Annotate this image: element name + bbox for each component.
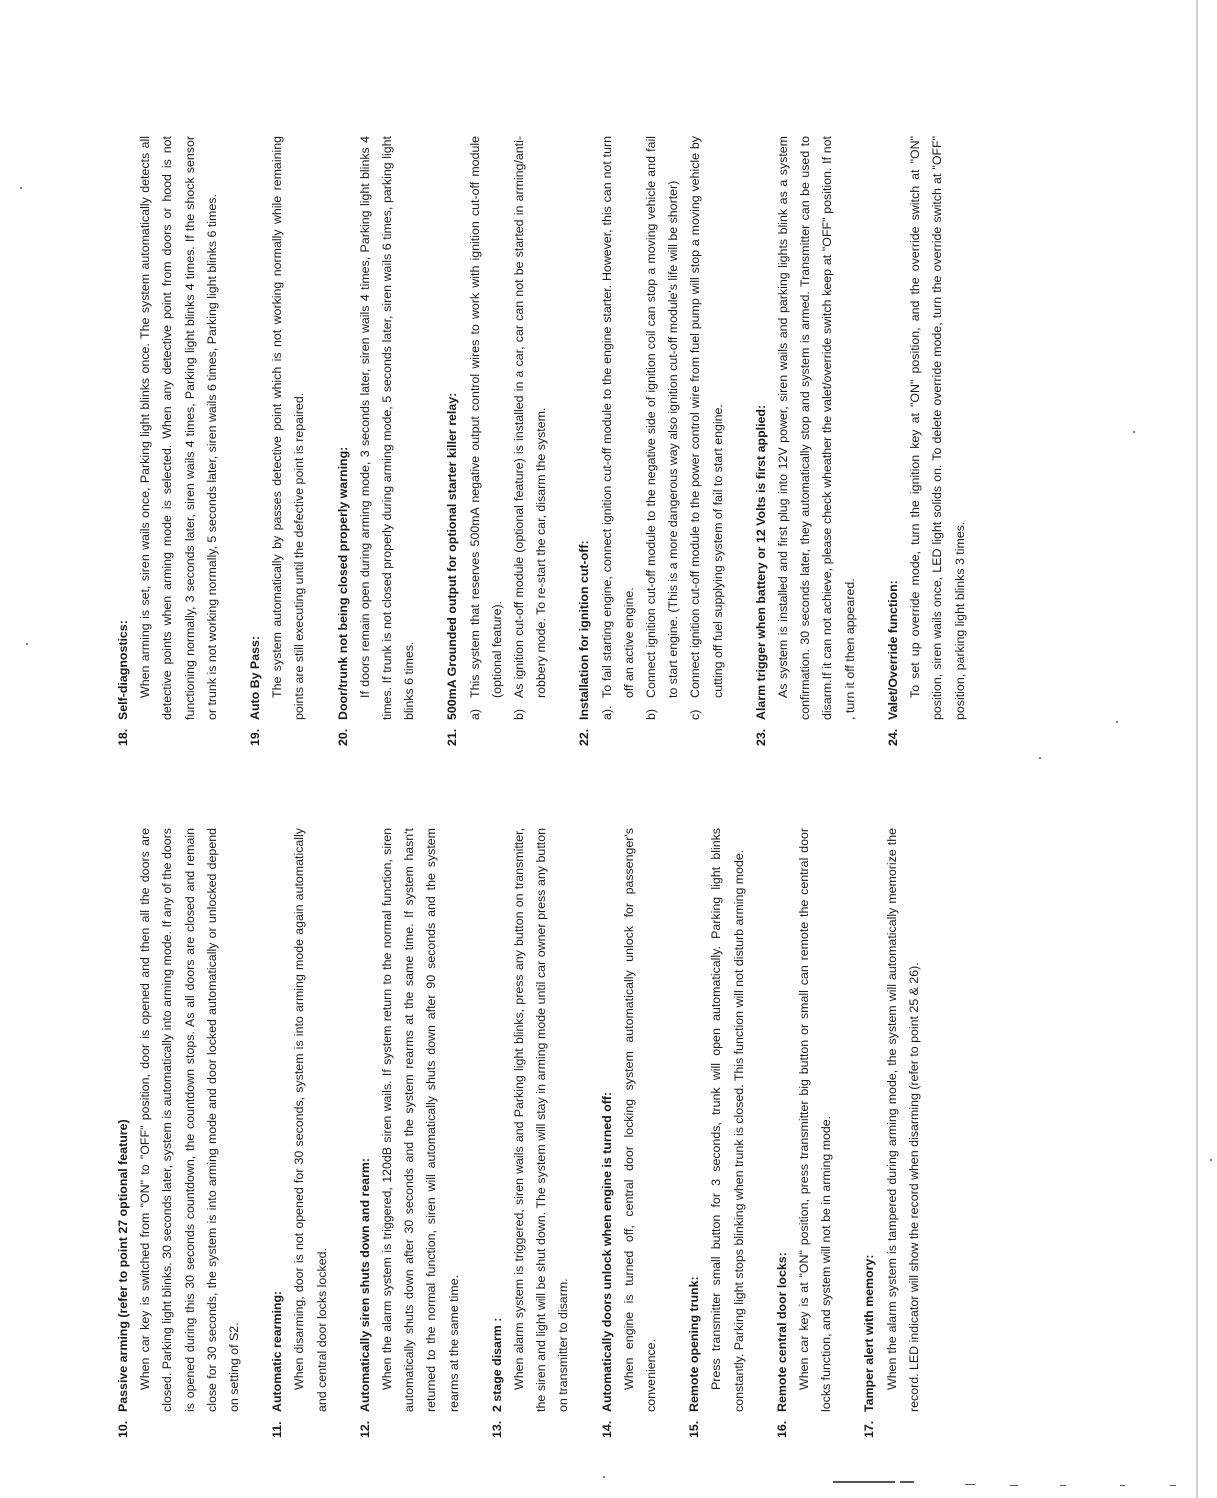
section	[596, 828, 663, 1438]
section-heading	[486, 828, 508, 1438]
section-heading	[112, 136, 134, 746]
section-heading	[771, 828, 793, 1438]
section	[332, 136, 421, 746]
section-paragraph	[134, 828, 245, 1412]
section	[441, 136, 552, 746]
section	[486, 828, 575, 1438]
section-body	[705, 828, 749, 1438]
section-body	[354, 136, 421, 746]
paragraph-text: When the alarm system is tampered during arming mode, the system will automatically memorize the record. LED indicator will show the record when disarming (refer to point 25 & 26).	[884, 828, 921, 1412]
section-body	[508, 828, 575, 1438]
section-body	[618, 828, 662, 1438]
paragraph-text: When alarm system is triggered, siren wails and Parking light blinks, press any button on transmitter, the siren and light will be shut down. The system will stay in arming mode until car owner press any button on transmitter to disarm.	[512, 828, 571, 1412]
section-heading	[354, 828, 376, 1438]
paragraph-text: The system automatically by passes detective point which is not working normally while remaining points are still executing until the defective point is repaired.	[270, 136, 307, 720]
section-heading	[750, 136, 772, 746]
paragraph-text: When car key is at "ON" position, press transmitter big button or small can remote the central door locks function, and system will not be in arming mode.	[797, 828, 834, 1412]
list-item-label: a)	[467, 708, 482, 720]
list-item	[464, 136, 508, 720]
section	[244, 136, 311, 746]
left-column	[0, 828, 946, 1438]
section-heading	[573, 136, 595, 746]
section-paragraph	[134, 136, 223, 720]
section-paragraph	[705, 828, 749, 1412]
paragraph-text: When disarming, door is not opened for 30 seconds, system is into arming mode again automatically and central door locks locked.	[292, 828, 329, 1412]
section-heading	[244, 136, 266, 746]
section-body	[904, 136, 971, 746]
section-paragraph	[772, 136, 861, 720]
section-title: Remote central door locks:	[774, 1252, 789, 1412]
section-title: Remote opening trunk:	[687, 1276, 702, 1412]
paragraph-text: To set up override mode, turn the ignition key at "ON" position, and the override switch at "ON" position, siren wails once, LED light solids on. To delete override mode, turn the override switch at "OFF" position, parking light blinks 3 times.	[908, 136, 967, 720]
section-body	[772, 136, 861, 746]
section-paragraph	[881, 828, 925, 1412]
section-number: 24.	[885, 728, 900, 746]
section-heading	[266, 828, 288, 1438]
section-number: 20.	[335, 728, 350, 746]
section-body	[134, 136, 223, 746]
section-title: Alarm trigger when battery or 12 Volts is first applied:	[753, 404, 768, 720]
section-paragraph	[354, 136, 421, 720]
section-title: Door/trunk not being closed properly warning:	[335, 446, 350, 720]
section-number: 16.	[774, 1420, 789, 1438]
section-body	[134, 828, 245, 1438]
section	[112, 828, 245, 1438]
section	[882, 136, 971, 746]
section-title: 500mA Grounded output for optional starter killer relay:	[445, 392, 460, 720]
list-item-text: As ignition cut-off module (optional feature) is installed in a car, car can not be started in arming/anti-robbery mode. To re-start the car, disarm the system.	[512, 136, 549, 698]
section	[858, 828, 925, 1438]
section-number: 22.	[577, 728, 592, 746]
section	[266, 828, 333, 1438]
list-item-label: b)	[512, 708, 527, 720]
section-body	[881, 828, 925, 1438]
section-paragraph	[793, 828, 837, 1412]
paragraph-text: When engine is turned off, central door locking system automatically unlock for passenger's convenience.	[621, 828, 659, 1412]
paragraph-text: If doors remain open during arming mode, 3 seconds later, siren wails 4 times, Parking light blinks 4 times. If trunk is not closed properly during arming mode, 5 seconds later, siren wails 6 times, parking light blinks 6 times.	[357, 136, 417, 720]
section-heading	[596, 828, 618, 1438]
section-number: 18.	[116, 728, 130, 746]
section-paragraph	[288, 828, 332, 1412]
section	[771, 828, 838, 1438]
section-number: 10.	[116, 1420, 130, 1438]
section-body	[464, 136, 553, 746]
section	[750, 136, 861, 746]
list-item-label: a).	[599, 705, 614, 720]
section-number: 21.	[445, 728, 460, 746]
section-heading	[332, 136, 354, 746]
section-title: Installation for ignition cut-off:	[577, 540, 592, 720]
section-title: Tamper alert with memory:	[862, 1254, 877, 1412]
list-item-text: This system that reserves 500mA negative output control wires to work with ignition cut-off module (optional feature).	[467, 136, 504, 698]
section-paragraph	[508, 828, 575, 1412]
section-number: 19.	[248, 728, 263, 746]
section-paragraph	[376, 828, 465, 1412]
section-title: Automatically siren shuts down and rearm:	[357, 1157, 372, 1412]
section-title: Self-diagnostics:	[116, 620, 130, 720]
section-title: Valet/Override function:	[885, 580, 900, 720]
section-heading	[683, 828, 705, 1438]
list-item-text: Connect ignition cut-off module to the power control wire from fuel pump will stop a moving vehicle by cutting off fuel supplying system of fail to start engine.	[688, 136, 725, 698]
section-heading	[441, 136, 463, 746]
section-heading	[112, 828, 134, 1438]
section-title: Passive arming (refer to point 27 optional feature)	[116, 1119, 130, 1412]
paragraph-text: As system is installed and first plug into 12V power, siren wails and parking lights blink as a system confirmation. 30 seconds later, they automatically stop and system is armed. Transmitter can be used to disarm.If it can not achieve, please check wheather the valet/override switch keep at "OFF" position. If not , turn it off then appeared.	[776, 136, 857, 720]
section-title: Automatic rearming:	[270, 1290, 285, 1412]
list-item	[640, 136, 684, 720]
section-number: 11.	[270, 1421, 285, 1438]
section	[683, 828, 750, 1438]
section-heading	[858, 828, 880, 1438]
section-number: 14.	[599, 1420, 614, 1438]
section-body	[266, 136, 310, 746]
list-item-text: To fail starting engine, connect ignition cut-off module to the engine starter. However, this can not turn off an active engine.	[599, 136, 636, 698]
section-title: Automatically doors unlock when engine is turned off:	[599, 1091, 614, 1412]
paragraph-text: Press transmitter small button for 3 seconds, trunk will open automatically. Parking light blinks constantly. Parking light stops blinking when trunk is closed. This function will not disturb arming mode.	[709, 828, 746, 1412]
section-number: 23.	[753, 728, 768, 746]
section-title: 2 stage disarm :	[489, 1317, 504, 1412]
list-item	[684, 136, 728, 720]
section-paragraph	[618, 828, 662, 1412]
paragraph-text: When the alarm system is triggered, 120dB siren wails. If system return to the normal function, siren automatically shuts down after 30 seconds and the system rearms at the same time. If system hasn't returned to the normal function, siren will automatically shuts down after 90 seconds and the system rearms at the same time.	[380, 828, 461, 1412]
list-item	[596, 136, 640, 720]
section-body	[288, 828, 332, 1438]
section-body	[793, 828, 837, 1438]
section-body	[596, 136, 729, 746]
section-title: Auto By Pass:	[248, 636, 263, 720]
section-number: 17.	[862, 1420, 877, 1438]
section	[354, 828, 465, 1438]
section-heading	[882, 136, 904, 746]
list-item	[508, 136, 552, 720]
section-paragraph	[266, 136, 310, 720]
section-number: 13.	[489, 1420, 504, 1438]
section-paragraph	[904, 136, 971, 720]
paragraph-text: When arming is set, siren wails once, Parking light blinks once. The system automatically detects all detective points when arming mode is selected. When any detective point from doors or hood is not functioning normally, 3 seconds later, siren wails 4 times, Parking light blinks 4 times. If the shock sensor or trunk is not working normally, 5 seconds later, siren wails 6 times, Parking light blinks 6 times.	[138, 136, 219, 720]
list-item-text: Connect ignition cut-off module to the negative side of ignition coil can stop a moving vehicle and fail to start engine. (This is a more dangerous way also ignition cut-off module's life will be shorter)	[644, 136, 681, 698]
section-number: 15.	[687, 1420, 702, 1438]
right-column	[0, 136, 992, 746]
section-number: 12.	[357, 1420, 372, 1438]
section	[112, 136, 223, 746]
section	[573, 136, 728, 746]
list-item-label: c)	[688, 709, 703, 720]
list-item-label: b)	[644, 708, 659, 720]
section-body	[376, 828, 465, 1438]
paragraph-text: When car key is switched from "ON" to "OFF" position, door is opened and then all the doors are closed. Parking light blinks. 30 seconds later, system is automatically into arming mode. If any of the doors is opened during this 30 seconds countdown, the countdown stops. As all doors are closed and remain close for 30 seconds, the system is into arming mode and door locked automatically or unlocked depend on setting of S2.	[138, 828, 242, 1412]
